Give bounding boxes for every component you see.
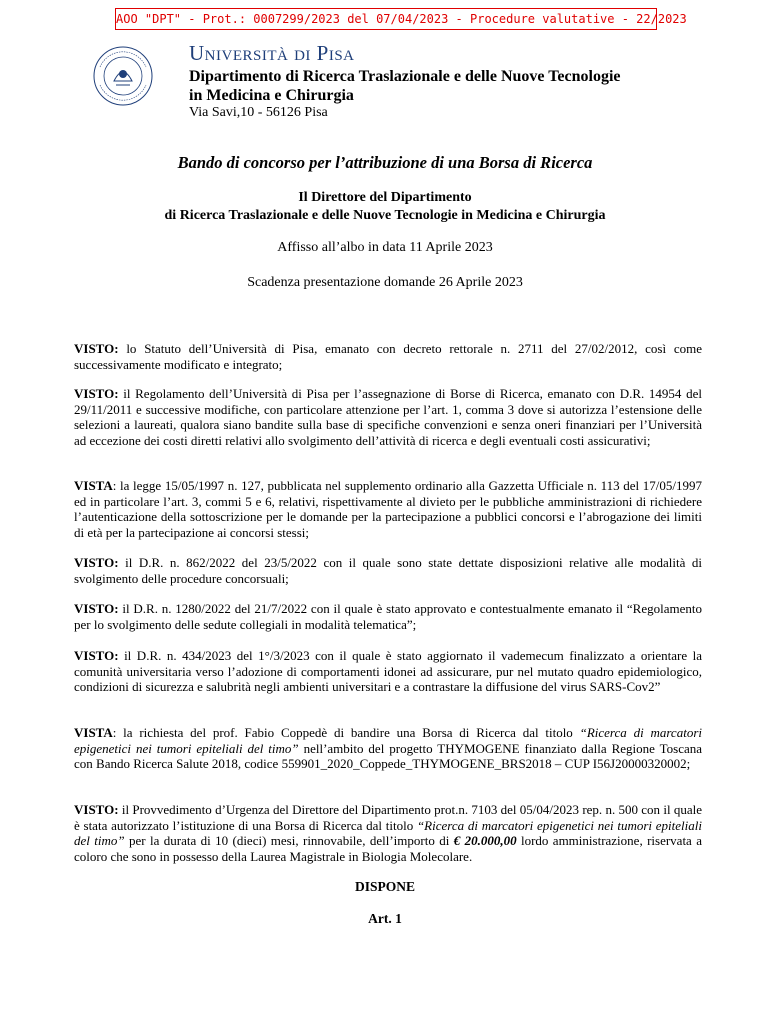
department-line-1: Dipartimento di Ricerca Traslazionale e delle Nuove Tecnologie bbox=[189, 68, 621, 85]
paragraph-text: : la legge 15/05/1997 n. 127, pubblicata nel supplemento ordinario alla Gazzetta Ufficiale n. 113 del 17/05/1997 ed in particolare l’art. 3, commi 5 e 6, relativi, rispettivamente al divieto per le pubbliche amministrazioni di richiedere l’autenticazione della sottoscrizione per le domande per la partecipazione a pubblici concorsi e l’abrogazione dei limiti di età per la partecipazione ai concorsi stessi; bbox=[74, 478, 702, 540]
paragraph-visto-statuto bbox=[74, 341, 702, 372]
university-seal-logo bbox=[92, 45, 154, 107]
paragraph-text: il D.R. n. 1280/2022 del 21/7/2022 con il quale è stato approvato e contestualmente emanato il “Regolamento per lo svolgimento delle sedute collegiali in modalità telematica”; bbox=[74, 601, 702, 632]
dispone-heading: DISPONE bbox=[354, 879, 415, 894]
paragraph-visto-dr-434 bbox=[74, 648, 702, 695]
document-title: Bando di concorso per l’attribuzione di una Borsa di Ricerca bbox=[177, 153, 593, 172]
director-line-1: Il Direttore del Dipartimento bbox=[298, 190, 472, 205]
department-name bbox=[189, 67, 709, 105]
department-address: Via Savi,10 - 56126 Pisa bbox=[189, 105, 328, 120]
paragraph-label: VISTA bbox=[74, 478, 113, 493]
paragraph-visto-regolamento bbox=[74, 386, 702, 448]
paragraph-visto-provvedimento bbox=[74, 802, 702, 864]
paragraph-label: VISTA bbox=[74, 725, 113, 740]
posting-date: Affisso all’albo in data 11 Aprile 2023 bbox=[277, 240, 493, 255]
paragraph-label: VISTO: bbox=[74, 802, 119, 817]
university-name: Università di Pisa bbox=[189, 41, 355, 65]
grant-amount: € 20.000,00 bbox=[453, 833, 517, 848]
paragraph-vista-richiesta bbox=[74, 725, 702, 772]
paragraph-label: VISTO: bbox=[74, 386, 119, 401]
department-line-2: in Medicina e Chirurgia bbox=[189, 87, 354, 104]
deadline-date: Scadenza presentazione domande 26 Aprile 2023 bbox=[247, 275, 523, 290]
protocol-stamp: AOO "DPT" - Prot.: 0007299/2023 del 07/04/2023 - Procedure valutative - 22/2023 bbox=[115, 8, 657, 30]
paragraph-text: lo Statuto dell’Università di Pisa, emanato con decreto rettorale n. 2711 del 27/02/2012, così come successivamente modificato e integrato; bbox=[74, 341, 702, 372]
paragraph-text: il D.R. n. 862/2022 del 23/5/2022 con il quale sono state dettate disposizioni relative alle modalità di svolgimento delle procedure concorsuali; bbox=[74, 555, 702, 586]
paragraph-text: il Regolamento dell’Università di Pisa per l’assegnazione di Borse di Ricerca, emanato con D.R. 14954 del 29/11/2011 e successive modifiche, con particolare attenzione per l’art. 1, comma 3 dove si autorizza l’estensione delle selezioni a laureati, qualora siano bandite sulla base di specifiche convenzioni e senza oneri finanziari per l’Università ad eccezione dei costi diretti relativi allo svolgimento dell’attività di ricerca e degli eventuali costi assicurativi; bbox=[74, 386, 702, 448]
research-title: “Ricerca di marcatori epigenetici nei tumori epiteliali del timo” bbox=[74, 817, 702, 848]
research-title: “Ricerca di marcatori epigenetici nei tumori epiteliali del timo” bbox=[74, 725, 702, 756]
paragraph-label: VISTO: bbox=[74, 555, 119, 570]
paragraph-text-cont: lordo amministrazione, riservata a coloro che sono in possesso della Laurea Magistrale in Biologia Molecolare. bbox=[74, 833, 702, 864]
paragraph-text: : la richiesta del prof. Fabio Coppedè di bandire una Borsa di Ricerca dal titolo bbox=[112, 725, 580, 740]
director-line-2: di Ricerca Traslazionale e delle Nuove Tecnologie in Medicina e Chirurgia bbox=[164, 208, 606, 223]
paragraph-text-mid: per la durata di 10 (dieci) mesi, rinnovabile, dell’importo di bbox=[124, 833, 454, 848]
paragraph-visto-dr-1280 bbox=[74, 601, 702, 632]
paragraph-vista-legge bbox=[74, 478, 702, 540]
article-heading: Art. 1 bbox=[368, 911, 402, 926]
paragraph-label: VISTO: bbox=[74, 648, 119, 663]
paragraph-visto-dr-862 bbox=[74, 555, 702, 586]
paragraph-label: VISTO: bbox=[74, 601, 119, 616]
paragraph-text: il D.R. n. 434/2023 del 1°/3/2023 con il quale è stato aggiornato il vademecum finalizzato a orientare la comunità universitaria verso l’adozione di comportamenti idonei ad assicurare, pur nel mutato quadro epidemiologico, condizioni di sicurezza e salubrità negli ambienti universitari e a contrastare la diffusione del virus SARS-Cov2” bbox=[74, 648, 702, 694]
paragraph-text: il Provvedimento d’Urgenza del Direttore del Dipartimento prot.n. 7103 del 05/04/2023 rep. n. 500 con il quale è stata autorizzato l’istituzione di una Borsa di Ricerca dal titolo bbox=[74, 802, 702, 833]
paragraph-label: VISTO: bbox=[74, 341, 119, 356]
paragraph-text-cont: nell’ambito del progetto THYMOGENE finanziato dalla Regione Toscana con Bando Ricerca Salute 2018, codice 559901_2020_Coppede_THYMOGENE_BRS2018 – CUP I56J20000320002; bbox=[74, 740, 703, 771]
